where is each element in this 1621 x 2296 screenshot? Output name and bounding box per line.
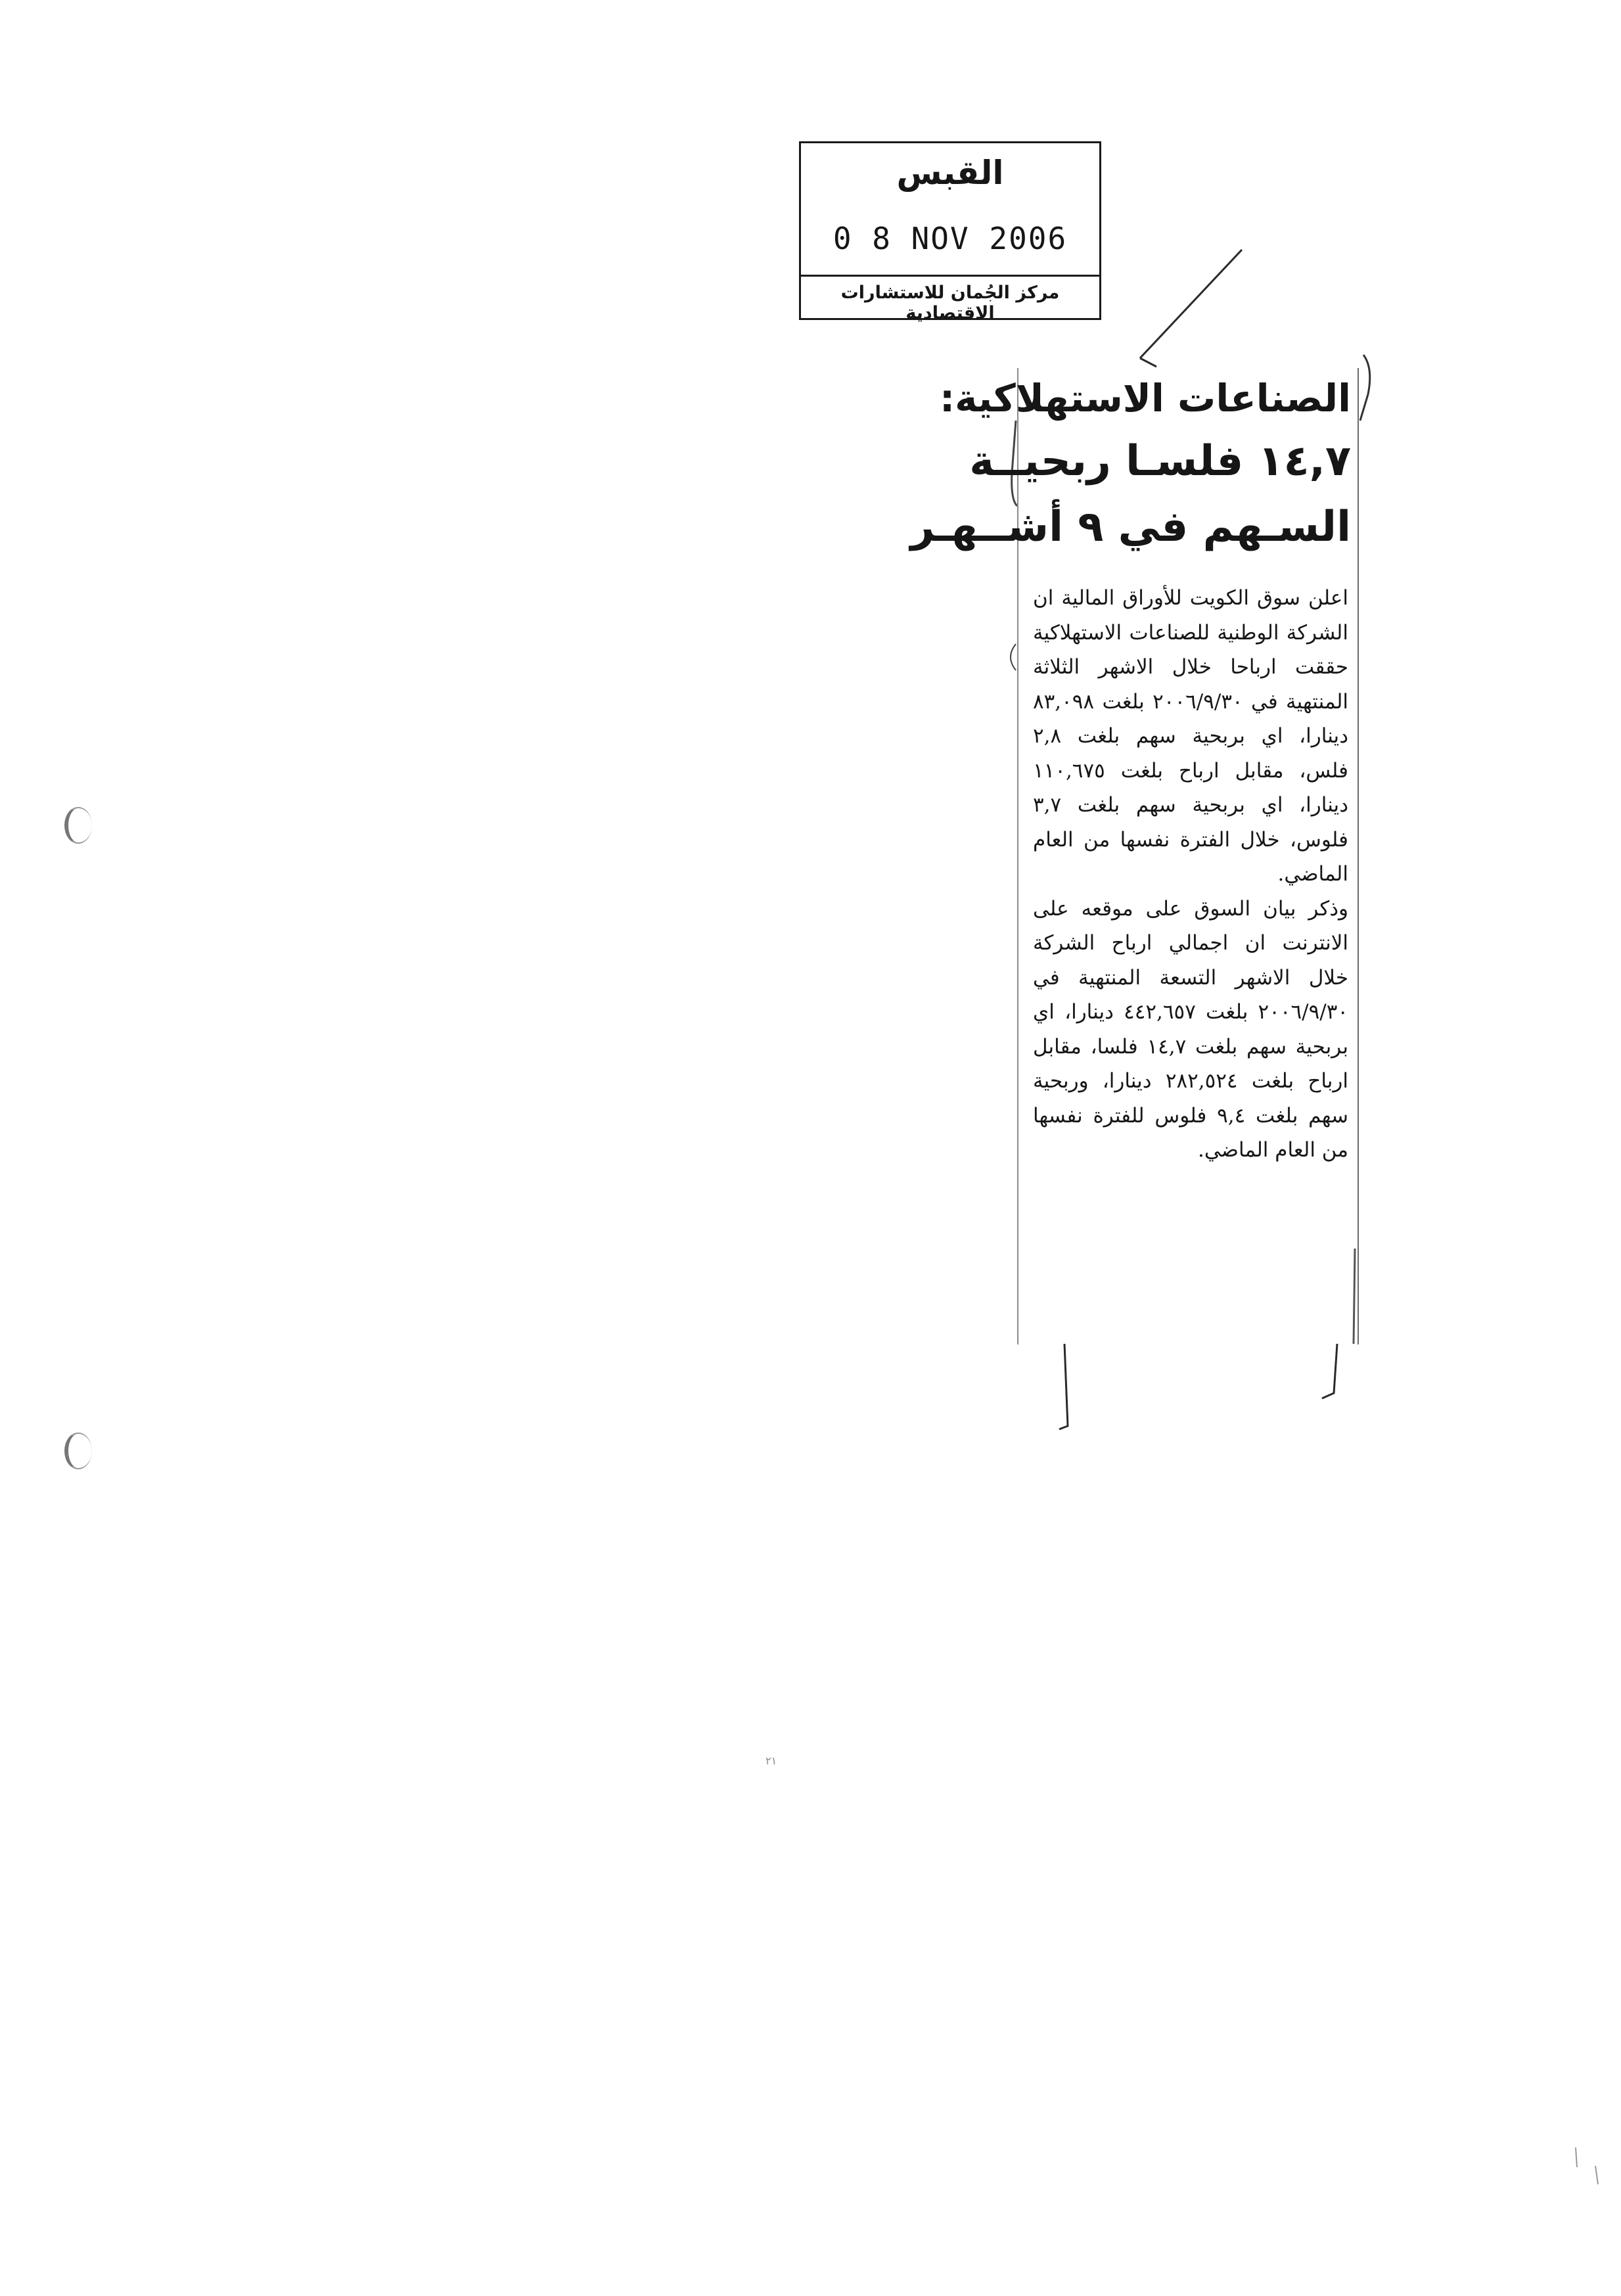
newspaper-stamp — [799, 141, 1101, 323]
scan-speck — [1576, 2147, 1577, 2167]
page-number: ٢١ — [765, 1755, 777, 1767]
headline-line: الصناعات الاستهلاكية: — [939, 376, 1351, 421]
punch-hole — [64, 1433, 92, 1469]
article-clipping — [910, 368, 1359, 1344]
pen-stroke — [1140, 358, 1156, 367]
pen-stroke — [1140, 250, 1242, 358]
bracket-mark — [1011, 644, 1016, 670]
stamp-date: 0 8 NOV 2006 — [833, 221, 1068, 256]
stamp-footer: مركز الجُمان للاستشارات الاقتصادية — [840, 283, 1060, 323]
headline-line: ١٤,٧ فلسـا ربحيــة — [969, 437, 1351, 486]
punch-hole — [64, 807, 92, 844]
stamp-divider — [801, 275, 1099, 277]
article-headline — [910, 368, 1351, 560]
headline-line: السـهم في ٩ أشــهـر — [910, 503, 1351, 551]
pen-stroke — [1322, 1344, 1337, 1398]
bracket-mark — [1360, 355, 1370, 421]
scan-speck — [1595, 2166, 1598, 2184]
pen-stroke — [1059, 1344, 1068, 1429]
newspaper-logo: القبس — [896, 154, 1004, 192]
article-body: اعلن سوق الكويت للأوراق المالية ان الشركة الوطنية للصناعات الاستهلاكية حققت ارباحا خلال الاشهر الثلاثة المنتهية في ٢٠٠٦/٩/٣٠ بلغت ٨٣,٠٩٨ دينارا، اي بربحية سهم بلغت ٢,٨ فلس، مقابل ارباح بلغت ١١٠,٦٧٥ دينارا، اي بربحية سهم بلغت ٣,٧ فلوس، خلال الفترة نفسها من العام الماضي. وذكر بيان السوق على موقعه على الانترنت ان اجمالي ارباح الشركة خلال الاشهر التسعة المنتهية في ٢٠٠٦/٩/٣٠ بلغت ٤٤٢,٦٥٧ دينارا، اي بربحية سهم بلغت ١٤,٧ فلسا، مقابل ارباح بلغت ٢٨٢,٥٢٤ دينارا، وربحية سهم بلغت ٩,٤ فلوس للفترة نفسها من العام الماضي. — [1033, 586, 1349, 1162]
